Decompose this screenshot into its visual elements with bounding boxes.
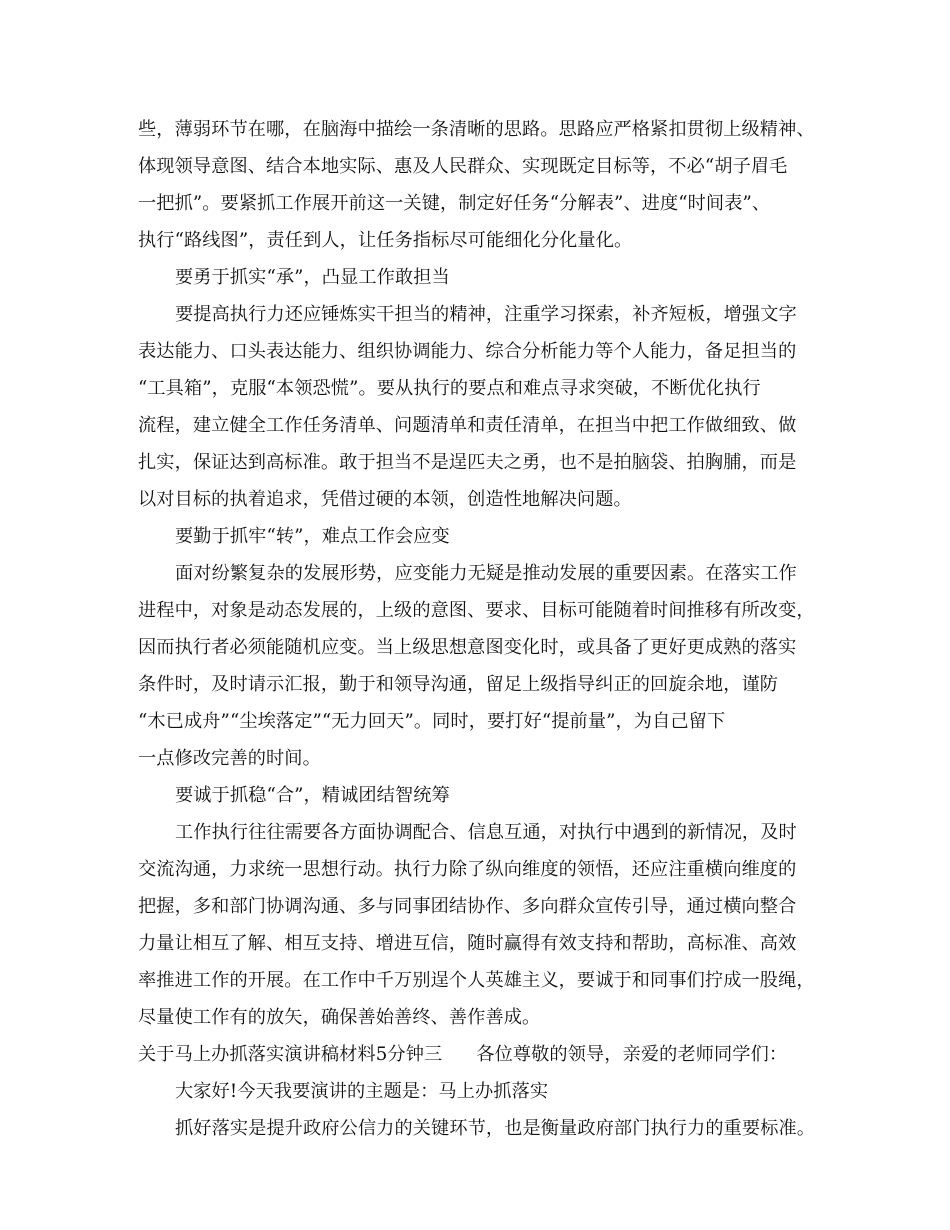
text-line: 条件时，及时请示汇报，勤于和领导沟通，留足上级指导纠正的回旋余地，谨防 — [138, 674, 779, 695]
paragraph-first-line: 抓好落实是提升政府公信力的关键环节，也是衡量政府部门执行力的重要标准。 — [175, 1118, 816, 1139]
title-line — [138, 1042, 787, 1068]
section-heading: 要诚于抓稳“合”，精诚团结智统筹 — [175, 785, 450, 806]
text-line: “木已成舟”“尘埃落定”“无力回天”。同时，要打好“提前量”，为自己留下 — [138, 711, 726, 732]
text-line: “工具箱”，克服“本领恐慌”。要从执行的要点和难点寻求突破，不断优化执行 — [138, 378, 761, 399]
text-line: 表达能力、口头表达能力、组织协调能力、综合分析能力等个人能力，备足担当的 — [138, 341, 797, 362]
text-line: 进程中，对象是动态发展的，上级的意图、要求、目标可能随着时间推移有所改变， — [138, 600, 815, 621]
text-line: 体现领导意图、结合本地实际、惠及人民群众、实现既定目标等，不必“胡子眉毛 — [138, 156, 788, 177]
section-heading: 要勇于抓实“承”，凸显工作敢担当 — [175, 267, 450, 288]
text-line: 一点修改完善的时间。 — [138, 748, 321, 769]
paragraph-first-line: 工作执行往往需要各方面协调配合、信息互通，对执行中遇到的新情况，及时 — [175, 822, 797, 843]
text-line: 些，薄弱环节在哪，在脑海中描绘一条清晰的思路。思路应严格紧扣贯彻上级精神、 — [138, 119, 815, 140]
salutation: 各位尊敬的领导，亲爱的老师同学们： — [476, 1044, 788, 1065]
section-heading: 要勤于抓牢“转”，难点工作会应变 — [175, 526, 450, 547]
text-line: 把握，多和部门协调沟通、多与同事团结协作、多向群众宣传引导，通过横向整合 — [138, 896, 797, 917]
text-line: 尽量使工作有的放矢，确保善始善终、善作善成。 — [138, 1007, 541, 1028]
text-line: 扎实，保证达到高标准。敢于担当不是逞匹夫之勇，也不是拍脑袋、拍胸脯，而是 — [138, 452, 797, 473]
paragraph-first-line: 大家好!今天我要演讲的主题是：马上办抓落实 — [175, 1081, 549, 1102]
text-line: 执行“路线图”，责任到人，让任务指标尽可能细化分化量化。 — [138, 230, 633, 251]
text-line: 因而执行者必须能随机应变。当上级思想意图变化时，或具备了更好更成熟的落实 — [138, 637, 797, 658]
text-line: 力量让相互了解、相互支持、增进互信，随时赢得有效支持和帮助，高标准、高效 — [138, 933, 797, 954]
paragraph-first-line: 面对纷繁复杂的发展形势，应变能力无疑是推动发展的重要因素。在落实工作 — [175, 563, 797, 584]
text-line: 交流沟通，力求统一思想行动。执行力除了纵向维度的领悟，还应注重横向维度的 — [138, 859, 797, 880]
document-title: 关于马上办抓落实演讲稿材料5分钟三 — [138, 1044, 443, 1065]
text-line: 以对目标的执着追求，凭借过硬的本领，创造性地解决问题。 — [138, 489, 632, 510]
paragraph-first-line: 要提高执行力还应锤炼实干担当的精神，注重学习探索，补齐短板，增强文字 — [175, 304, 797, 325]
text-line: 率推进工作的开展。在工作中千万别逞个人英雄主义，要诚于和同事们拧成一股绳， — [138, 970, 815, 991]
text-line: 流程，建立健全工作任务清单、问题清单和责任清单，在担当中把工作做细致、做 — [138, 415, 797, 436]
text-line: 一把抓”。要紧抓工作展开前这一关键，制定好任务“分解表”、进度“时间表”、 — [138, 193, 771, 214]
